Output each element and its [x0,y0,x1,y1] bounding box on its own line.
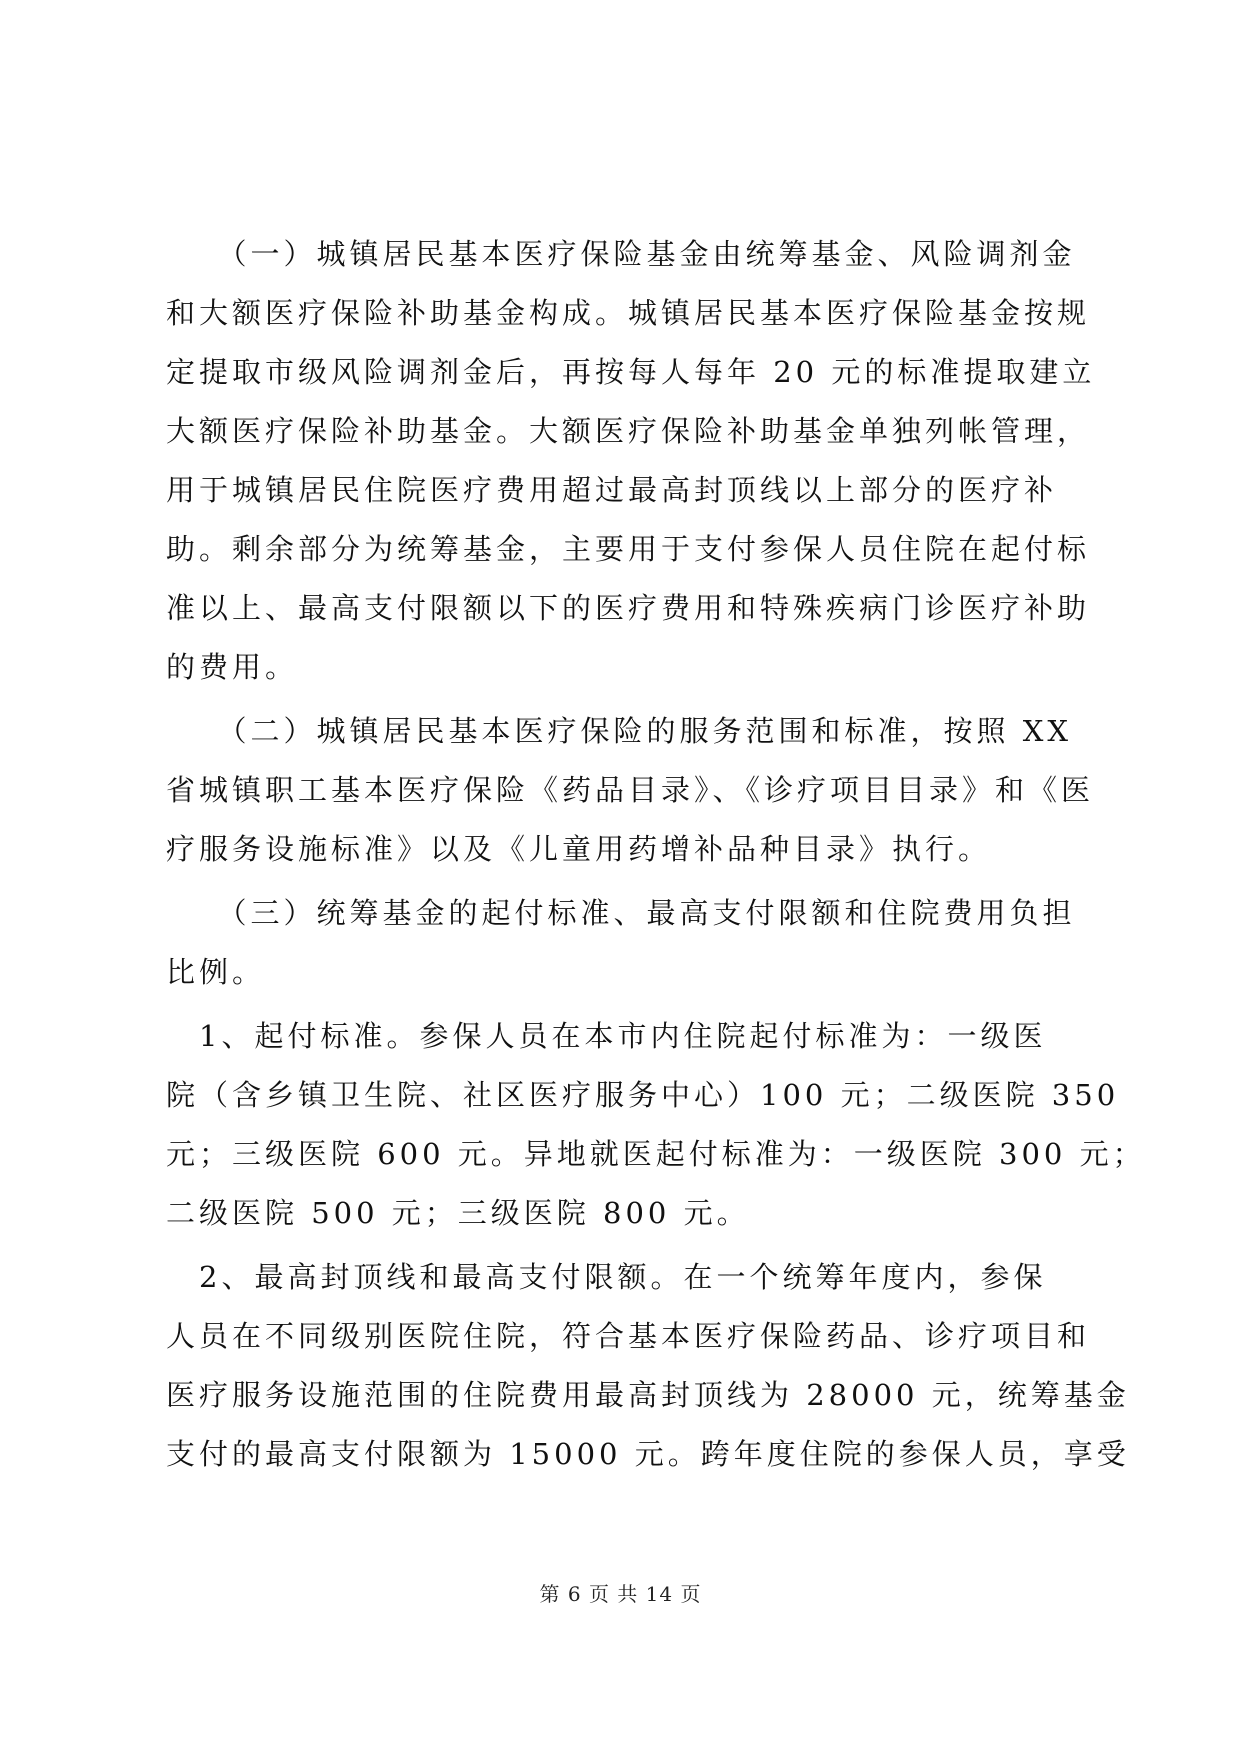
paragraph-service-scope [166,702,1095,879]
text-line: 疗服务设施标准》以及《儿童用药增补品种目录》执行。 [166,832,992,866]
text-line: 1、起付标准。参保人员在本市内住院起付标准为：一级医 [166,1019,1047,1053]
text-line: 助。剩余部分为统筹基金，主要用于支付参保人员住院在起付标 [166,532,1091,566]
text-line: 人员在不同级别医院住院，符合基本医疗保险药品、诊疗项目和 [166,1319,1091,1353]
text-line: （二）城镇居民基本医疗保险的服务范围和标准，按照 XX [166,714,1073,748]
paragraph-payment-standards [166,884,1086,1002]
text-line: 定提取市级风险调剂金后，再按每人每年 20 元的标准提取建立 [166,355,1096,389]
paragraph-deductible-standard [166,1007,1146,1243]
text-line: 元；三级医院 600 元。异地就医起付标准为：一级医院 300 元； [166,1137,1146,1171]
paragraph-payment-cap [166,1248,1130,1484]
text-line: 支付的最高支付限额为 15000 元。跨年度住院的参保人员，享受 [166,1437,1130,1471]
text-line: 院（含乡镇卫生院、社区医疗服务中心）100 元；二级医院 350 [166,1078,1120,1112]
text-line: 准以上、最高支付限额以下的医疗费用和特殊疾病门诊医疗补助 [166,591,1091,625]
text-line: 二级医院 500 元；三级医院 800 元。 [166,1196,750,1230]
text-line: （三）统筹基金的起付标准、最高支付限额和住院费用负担 [166,896,1076,930]
text-line: 省城镇职工基本医疗保险《药品目录》、《诊疗项目目录》和《医 [166,773,1095,807]
text-line: 比例。 [166,955,266,989]
text-line: 和大额医疗保险补助基金构成。城镇居民基本医疗保险基金按规 [166,296,1091,330]
paragraph-fund-composition [166,225,1096,697]
text-line: 用于城镇居民住院医疗费用超过最高封顶线以上部分的医疗补 [166,473,1058,507]
text-line: 2、最高封顶线和最高支付限额。在一个统筹年度内，参保 [166,1260,1047,1294]
text-line: 医疗服务设施范围的住院费用最高封顶线为 28000 元，统筹基金 [166,1378,1130,1412]
page-number-footer: 第 6 页 共 14 页 [539,1582,702,1606]
text-line: 的费用。 [166,650,299,684]
text-line: 大额医疗保险补助基金。大额医疗保险补助基金单独列帐管理， [166,414,1091,448]
document-body [166,225,1146,1484]
text-line: （一）城镇居民基本医疗保险基金由统筹基金、风险调剂金 [166,237,1076,271]
